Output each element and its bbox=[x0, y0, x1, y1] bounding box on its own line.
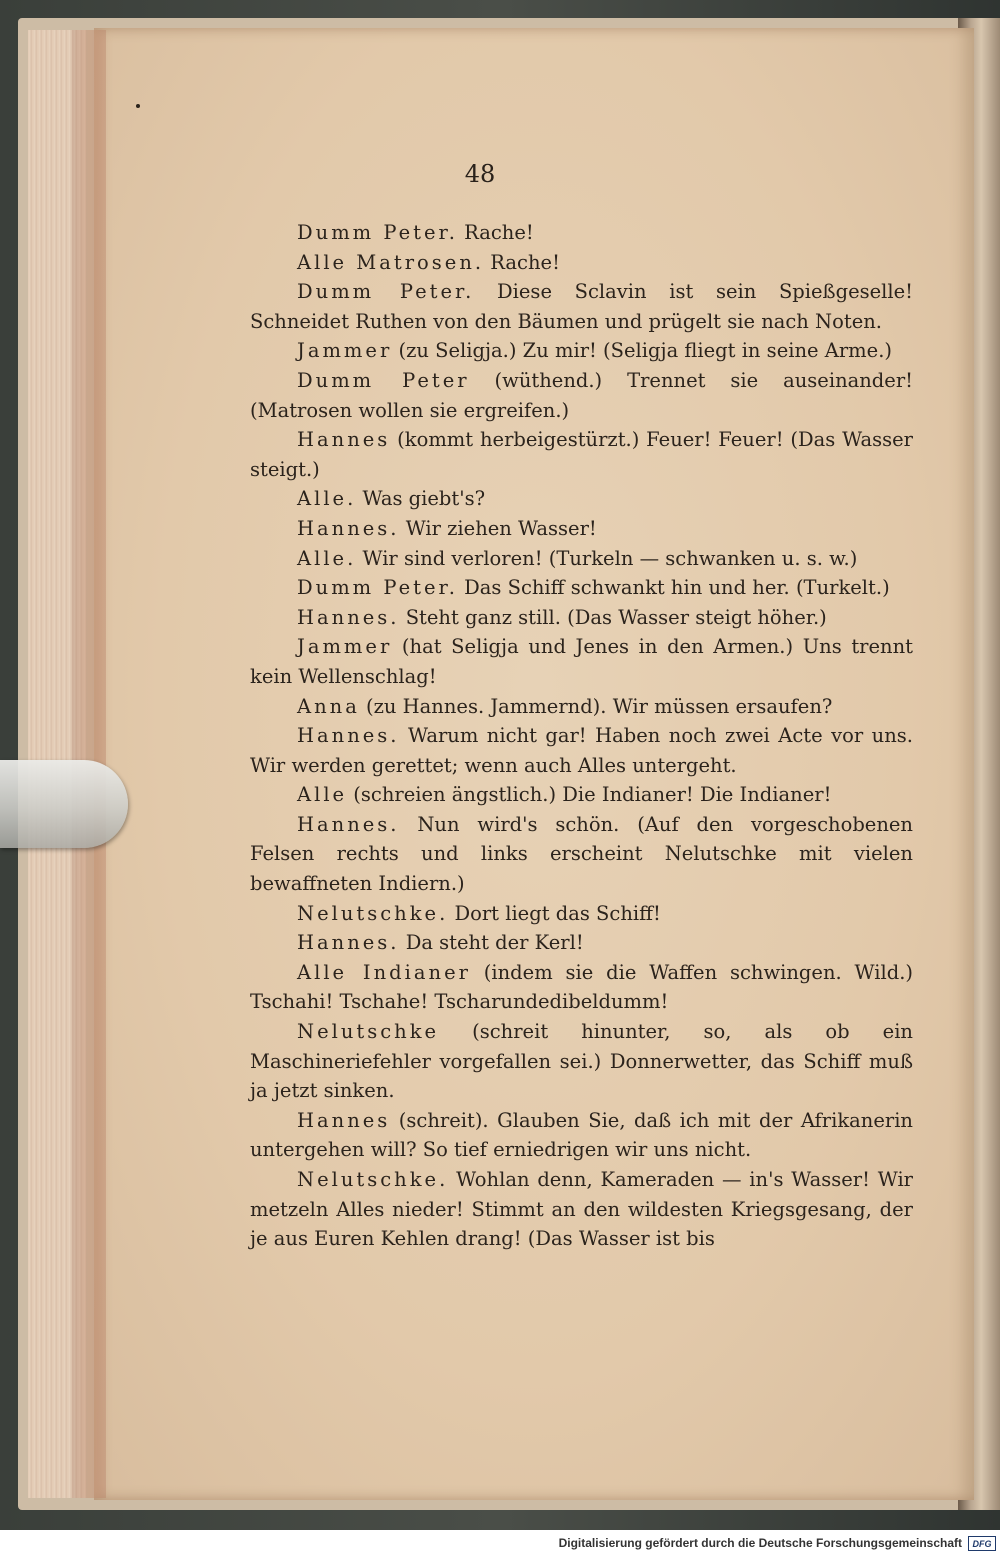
dfg-logo-icon: DFG bbox=[968, 1536, 996, 1551]
dialogue-text: (schreit hinunter, so, als ob ein Maschineriefehler vorgefallen sei.) Donnerwetter, das Schiff muß ja jetzt sinken. bbox=[250, 1020, 913, 1103]
dialogue-text: Wir ziehen Wasser! bbox=[399, 516, 597, 540]
dialogue-paragraph bbox=[250, 928, 913, 958]
speaker-name: Nelutschke. bbox=[297, 901, 449, 925]
speaker-name: Hannes. bbox=[297, 605, 400, 629]
dialogue-text: (hat Seligja und Jenes in den Armen.) Uns trennt kein Wellenschlag! bbox=[250, 635, 913, 688]
dialogue-paragraph bbox=[250, 425, 913, 484]
speaker-name: Dumm Peter. bbox=[297, 576, 458, 600]
dialogue-paragraph bbox=[250, 218, 913, 248]
footer bbox=[0, 1530, 1000, 1556]
dialogue-text: Da steht der Kerl! bbox=[399, 931, 584, 955]
dialogue-paragraph bbox=[250, 603, 913, 633]
speaker-name: Jammer bbox=[297, 339, 393, 363]
speaker-name: Alle bbox=[297, 783, 348, 807]
dialogue-text: Warum nicht gar! Haben noch zwei Acte vor uns. Wir werden gerettet; wenn auch Alles untergeht. bbox=[250, 724, 913, 777]
dialogue-text: (zu Seligja.) Zu mir! (Seligja fliegt in seine Arme.) bbox=[392, 339, 893, 363]
speaker-name: Hannes bbox=[297, 428, 391, 452]
dialogue-paragraph bbox=[250, 336, 913, 366]
dialogue-paragraph bbox=[250, 366, 913, 425]
dialogue-paragraph bbox=[250, 544, 913, 574]
speaker-name: Dumm Peter bbox=[297, 368, 470, 392]
dialogue-text: Wir sind verloren! (Turkeln — schwanken u. s. w.) bbox=[356, 546, 858, 570]
dialogue-paragraph bbox=[250, 899, 913, 929]
dialogue-paragraph bbox=[250, 721, 913, 780]
dialogue-text: Rache! bbox=[484, 250, 560, 274]
speaker-name: Hannes. bbox=[297, 516, 400, 540]
dialogue-text: (wüthend.) Trennet sie auseinander! (Matrosen wollen sie ergreifen.) bbox=[250, 368, 913, 422]
dialogue-text: (kommt herbeigestürzt.) Feuer! Feuer! (Das Wasser steigt.) bbox=[250, 428, 913, 481]
speaker-name: Jammer bbox=[297, 635, 393, 659]
dialogue-paragraph bbox=[250, 780, 913, 810]
dialogue-paragraph bbox=[250, 958, 913, 1017]
dialogue-text: (indem sie die Waffen schwingen. Wild.) Tschahi! Tschahe! Tscharundedibeldumm! bbox=[250, 960, 913, 1014]
dialogue-text: Dort liegt das Schiff! bbox=[448, 901, 661, 925]
dialogue-text: Nun wird's schön. (Auf den vorgeschobenen Felsen rechts und links erscheint Nelutschke mit vielen bewaffneten Indiern.) bbox=[250, 812, 913, 896]
dialogue-paragraph bbox=[250, 573, 913, 603]
funding-notice: Digitalisierung gefördert durch die Deutsche Forschungsgemeinschaft bbox=[558, 1536, 962, 1550]
speaker-name: Nelutschke. bbox=[297, 1168, 449, 1191]
dialogue-text: Das Schiff schwankt hin und her. (Turkelt.) bbox=[457, 576, 890, 600]
speaker-name: Hannes. bbox=[297, 931, 400, 955]
dialogue-paragraph bbox=[250, 1106, 913, 1165]
speaker-name: Dumm Peter. bbox=[297, 221, 458, 244]
page-text bbox=[250, 218, 913, 1254]
page-number: 48 bbox=[464, 160, 496, 188]
dialogue-paragraph bbox=[250, 810, 913, 899]
dialogue-paragraph bbox=[250, 277, 913, 336]
speaker-name: Anna bbox=[297, 694, 360, 718]
dialogue-paragraph bbox=[250, 692, 913, 722]
speaker-name: Alle. bbox=[297, 487, 357, 511]
speaker-name: Alle Indianer bbox=[297, 960, 471, 984]
speaker-name: Hannes bbox=[297, 1108, 391, 1132]
speaker-name: Alle Matrosen. bbox=[297, 250, 485, 274]
dialogue-text: Rache! bbox=[457, 221, 534, 244]
dialogue-paragraph bbox=[250, 1165, 913, 1254]
dialogue-paragraph bbox=[250, 632, 913, 691]
dialogue-paragraph bbox=[250, 484, 913, 514]
dialogue-text: Wohlan denn, Kameraden — in's Wasser! Wir metzeln Alles nieder! Stimmt an den wildesten Kriegsgesang, der je aus Euren Kehlen drang! (Das Wasser ist bis bbox=[250, 1168, 913, 1251]
dialogue-paragraph bbox=[250, 1017, 913, 1106]
dialogue-text: (schreit). Glauben Sie, daß ich mit der Afrikanerin untergehen will? So tief erniedrigen wir uns nicht. bbox=[250, 1108, 913, 1162]
speaker-name: Alle. bbox=[297, 546, 357, 570]
dialogue-paragraph bbox=[250, 514, 913, 544]
page-clip bbox=[0, 760, 128, 848]
speaker-name: Nelutschke bbox=[297, 1020, 440, 1044]
dialogue-text: (schreien ängstlich.) Die Indianer! Die Indianer! bbox=[347, 783, 832, 807]
dialogue-text: (zu Hannes. Jammernd). Wir müssen ersaufen? bbox=[359, 694, 833, 718]
dialogue-paragraph bbox=[250, 248, 913, 278]
dialogue-text: Steht ganz still. (Das Wasser steigt höher.) bbox=[399, 605, 827, 629]
speaker-name: Hannes. bbox=[297, 812, 400, 836]
dialogue-text: Was giebt's? bbox=[356, 487, 486, 511]
ink-speck bbox=[136, 104, 140, 108]
speaker-name: Hannes. bbox=[297, 724, 400, 748]
speaker-name: Dumm Peter. bbox=[297, 280, 475, 304]
dialogue-text: Diese Sclavin ist sein Spießgeselle! Schneidet Ruthen von den Bäumen und prügelt sie nach Noten. bbox=[250, 280, 914, 333]
